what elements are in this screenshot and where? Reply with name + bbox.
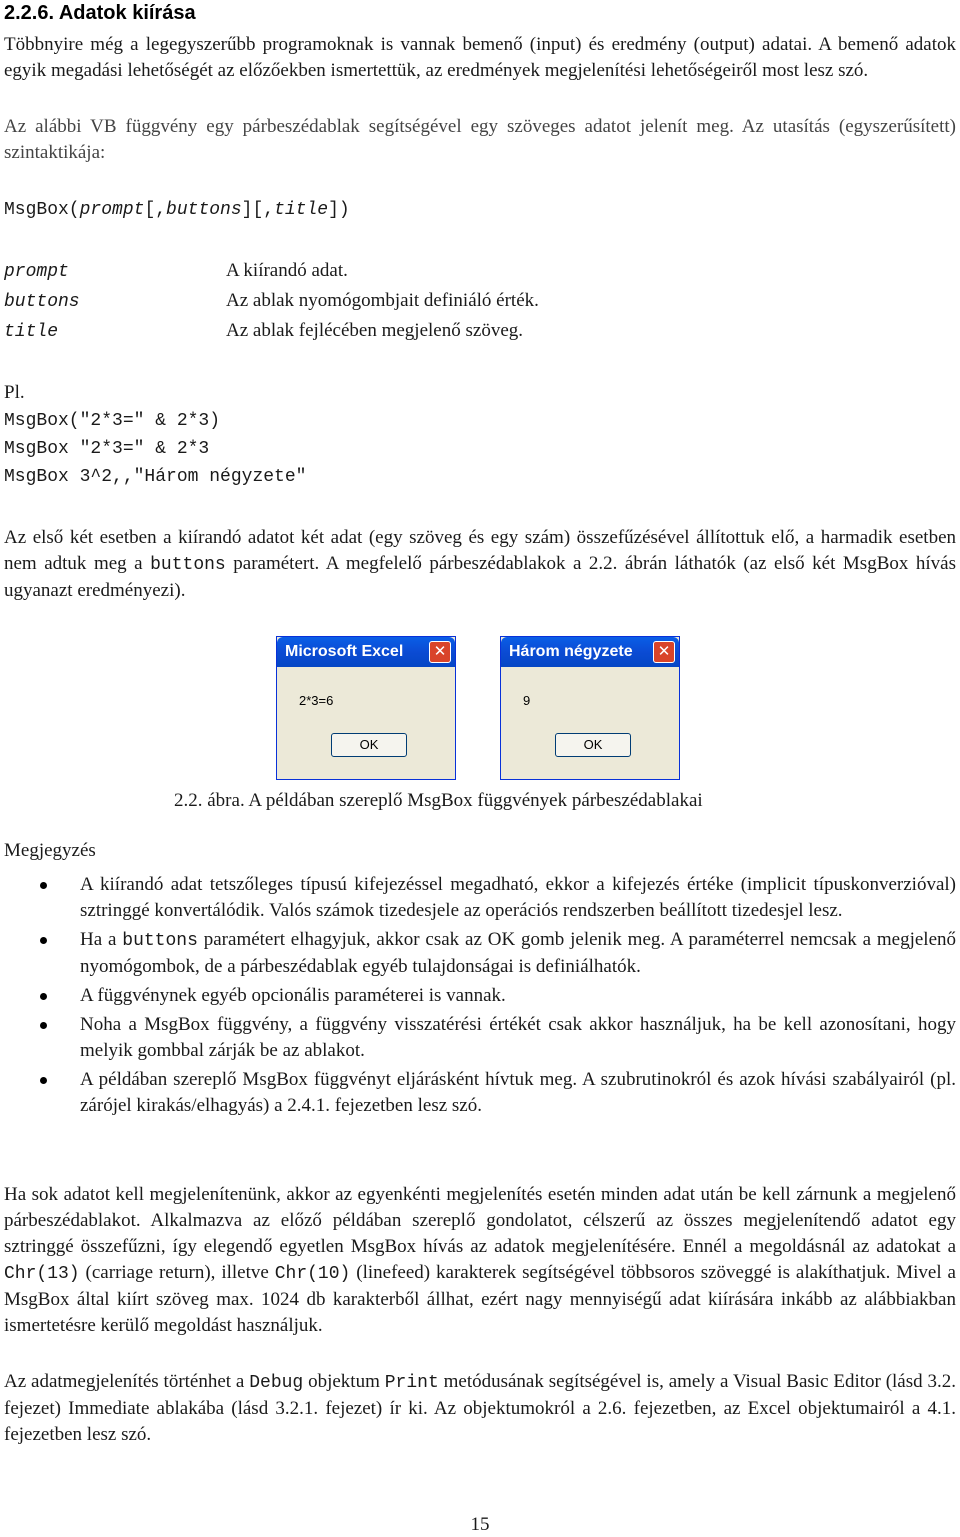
text-span: (carriage return), illetve <box>79 1262 275 1283</box>
list-item: A kiírandó adat tetszőleges típusú kifejezéssel megadható, ekkor a kifejezés értéke (implicit típuskonverzióval) sztringgé konvertálódik. Valós számok tizedesjele az operációs rendszerben beállított tizedesjel lesz. <box>4 872 956 924</box>
intro-paragraph-1: Többnyire még a legegyszerűbb programoknak is vannak bemenő (input) és eredmény (output) adatai. A bemenő adatok egyik megadási lehetőségét az előzőekben ismertettük, az eredmények megjelenítési lehetőségeiről most lesz szó. <box>4 34 956 81</box>
example-label: Pl. <box>4 382 25 403</box>
code-line: MsgBox 3^2,,"Három négyzete" <box>4 467 307 487</box>
param-desc: Az ablak nyomógombjait definiáló érték. <box>226 290 539 311</box>
paragraph-5 <box>4 1369 956 1448</box>
code-line: MsgBox "2*3=" & 2*3 <box>4 439 210 459</box>
syntax-sep-3: ]) <box>328 200 350 220</box>
list-item: A függvénynek egyéb opcionális paraméterei is vannak. <box>4 983 956 1009</box>
paragraph-3 <box>4 525 956 604</box>
close-icon[interactable]: ✕ <box>653 641 675 663</box>
syntax-sep-2: ][, <box>241 200 275 220</box>
dialog-title: Microsoft Excel <box>285 643 404 660</box>
syntax-line <box>4 200 350 220</box>
dialog-title: Három négyzete <box>509 643 633 660</box>
page-number: 15 <box>470 1514 490 1535</box>
dialog-harom <box>500 636 680 780</box>
text-span: Az első két esetben a kiírandó adatot két adat (egy szöveg és egy szám) összefűzésével állítottuk elő, a harmadik esetben nem adtuk meg a <box>4 527 956 574</box>
syntax-param-buttons: buttons <box>166 200 242 220</box>
intro-paragraph-2: Az alábbi VB függvény egy párbeszédablak segítségével egy szöveges adatot jelenít meg. Az utasítás (egyszerűsített) szintaktikája: <box>4 116 956 163</box>
inline-code: Debug <box>249 1373 304 1393</box>
dialog-titlebar[interactable] <box>277 637 455 667</box>
text-span: paramétert. A megfelelő párbeszédablakok a 2.2. ábrán láthatók (az első két MsgBox hívás ugyanazt eredményezi). <box>4 553 956 601</box>
dialog-message: 2*3=6 <box>299 693 334 708</box>
param-name: title <box>4 322 59 342</box>
inline-code: buttons <box>150 555 226 575</box>
section-heading: 2.2.6. Adatok kiírása <box>4 2 196 24</box>
text-span: paramétert elhagyjuk, akkor csak az OK gomb jelenik meg. A paraméterrel nemcsak a megjelenő nyomógombok, de a párbeszédablak egyéb tulajdonságai is definiálhatók. <box>80 929 956 977</box>
inline-code: Print <box>384 1373 439 1393</box>
text-span: (linefeed) karakterek segítségével többsoros szöveggé is alakíthatjuk. Mivel a MsgBox által kiírt szöveg max. 1024 db karakterből állhat, ezért nagy mennyiségű adat kiírására inkább az alábbiakban ismertetésre kerülő megoldást használjuk. <box>4 1262 956 1336</box>
notes-list <box>4 872 956 1122</box>
paragraph-4 <box>4 1182 956 1339</box>
code-line: MsgBox("2*3=" & 2*3) <box>4 411 221 431</box>
syntax-sep-1: [, <box>144 200 167 220</box>
text-span: objektum <box>303 1371 385 1392</box>
inline-code: Chr(13) <box>4 1264 80 1284</box>
param-name: prompt <box>4 262 69 282</box>
dialog-excel <box>276 636 456 780</box>
dialog-message: 9 <box>523 693 531 708</box>
text-span: Az adatmegjelenítés történhet a <box>4 1371 250 1392</box>
param-name: buttons <box>4 292 80 312</box>
example-code <box>4 407 306 491</box>
list-item <box>4 927 956 980</box>
syntax-param-title: title <box>274 200 329 220</box>
close-icon[interactable]: ✕ <box>429 641 451 663</box>
inline-code: Chr(10) <box>274 1264 351 1284</box>
ok-button[interactable]: OK <box>555 733 631 757</box>
list-item: A példában szereplő MsgBox függvényt eljárásként hívtuk meg. A szubrutinokról és azok hívási szabályairól (pl. zárójel kirakás/elhagyás) a 2.4.1. fejezetben lesz szó. <box>4 1067 956 1119</box>
list-item: Noha a MsgBox függvény, a függvény visszatérési értékét csak akkor használjuk, ha be kell azonosítani, hogy melyik gombbal zárják be az ablakot. <box>4 1012 956 1064</box>
text-span: Ha a <box>80 929 123 950</box>
syntax-param-prompt: prompt <box>79 200 145 220</box>
inline-code: buttons <box>122 931 198 951</box>
note-heading: Megjegyzés <box>4 840 96 861</box>
syntax-fn: MsgBox( <box>4 200 80 220</box>
param-desc: Az ablak fejlécében megjelenő szöveg. <box>226 320 523 341</box>
figure-msgbox-dialogs <box>276 636 690 782</box>
figure-caption: 2.2. ábra. A példában szereplő MsgBox függvények párbeszédablakai <box>174 790 703 811</box>
text-span: metódusának segítségével is, amely a Visual Basic Editor (lásd 3.2. fejezet) Immediate ablakába (lásd 3.2.1. fejezet) ír ki. Az objektumokról a 2.6. fejezetben, az Excel objektumairól a 4.1. fejezetben lesz szó. <box>4 1371 956 1445</box>
text-span: Ha sok adatot kell megjelenítenünk, akkor az egyenkénti megjelenítés esetén minden adat után be kell zárnunk a megjelenő párbeszédablakot. Alkalmazva az előző példában szereplő gondolatot, célszerű az összes megjelenítendő adatot egy sztringgé összefűzni, így elegendő egyetlen MsgBox hívás az adatok megjelenítésére. Ennél a megoldásnál az adatokat a <box>4 1184 956 1257</box>
ok-button[interactable]: OK <box>331 733 407 757</box>
param-desc: A kiírandó adat. <box>226 260 348 281</box>
dialog-titlebar[interactable] <box>501 637 679 667</box>
